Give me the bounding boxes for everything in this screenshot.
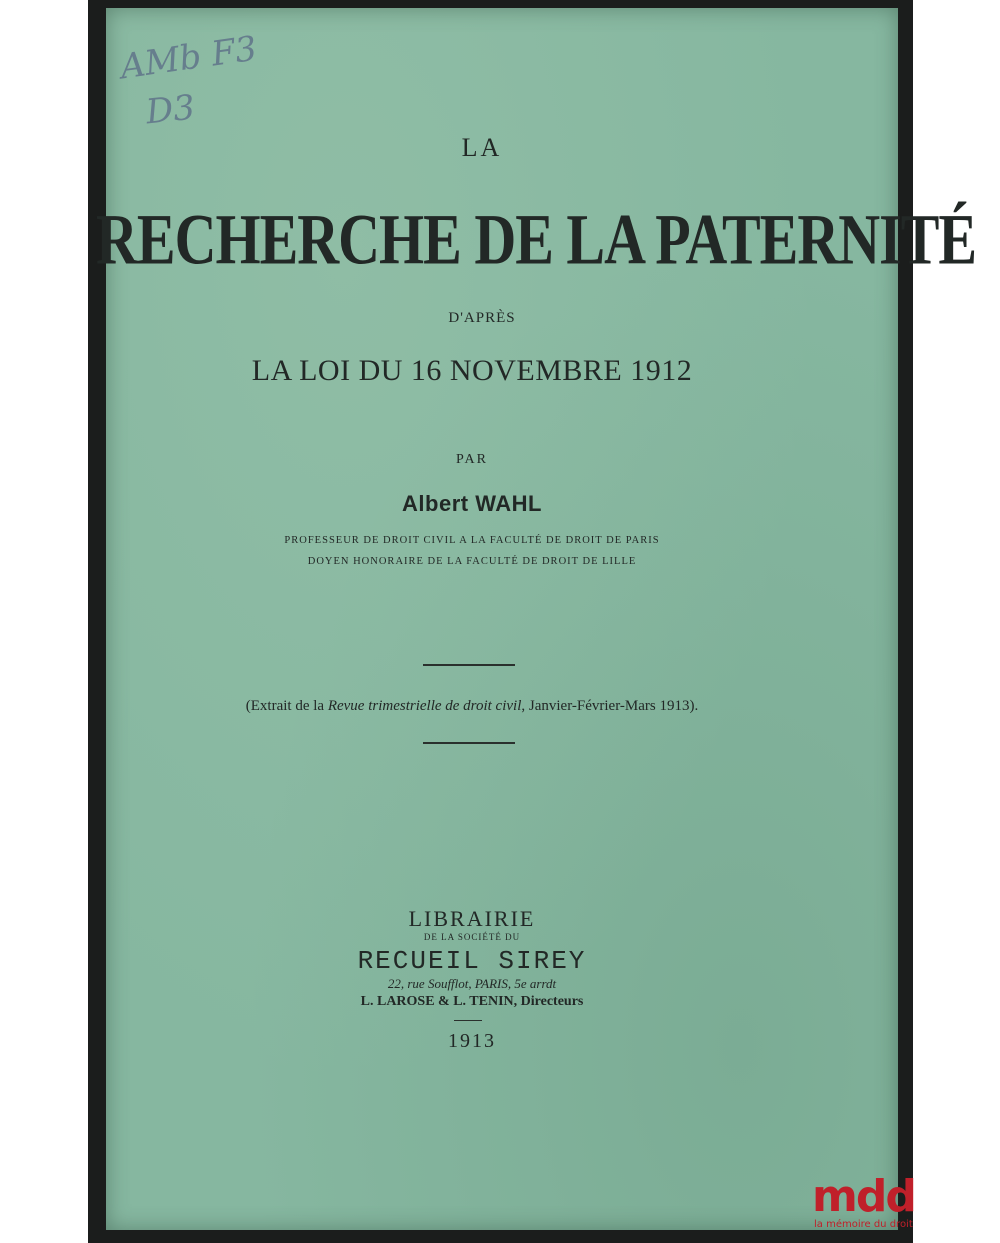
publisher-directors: L. LAROSE & L. TENIN, Directeurs xyxy=(360,994,584,1009)
subtitle: LA LOI DU 16 NOVEMBRE 1912 xyxy=(251,354,693,387)
divider-bottom xyxy=(423,742,515,744)
extract-journal: Revue trimestrielle de droit civil xyxy=(327,698,522,714)
par-label: PAR xyxy=(456,452,488,467)
publisher-address: 22, rue Soufflot, PARIS, 5e arrdt xyxy=(387,976,557,991)
handwritten-shelfmark-line1: AMb F3 xyxy=(117,28,260,88)
main-title: RECHERCHE DE LA PATERNITÉ xyxy=(96,198,977,280)
logo-tagline: la mémoire du droit xyxy=(814,1219,913,1230)
logo-letters: mdd xyxy=(812,1171,915,1222)
extract-note xyxy=(76,698,868,715)
dapres-label: D'APRÈS xyxy=(448,310,516,326)
handwritten-shelfmark-line2: D3 xyxy=(144,87,197,133)
year-divider xyxy=(454,1020,482,1021)
author-title-line2: DOYEN HONORAIRE DE LA FACULTÉ DE DROIT DE LILLE xyxy=(307,556,637,567)
publisher-librairie: LIBRAIRIE xyxy=(408,906,536,931)
divider-top xyxy=(423,664,515,666)
author-title-line1: PROFESSEUR DE DROIT CIVIL A LA FACULTÉ DE DROIT DE PARIS xyxy=(284,535,660,546)
extract-suffix: , Janvier-Février-Mars 1913). xyxy=(521,698,699,714)
publisher-name: RECUEIL SIREY xyxy=(357,946,587,976)
book-cover xyxy=(96,8,977,1230)
title-article: LA xyxy=(461,133,503,162)
publisher-societe: DE LA SOCIÉTÉ DU xyxy=(423,932,521,942)
extract-prefix: (Extrait de la xyxy=(245,698,328,714)
mdd-logo xyxy=(812,1171,922,1235)
publication-year: 1913 xyxy=(448,1030,496,1052)
author-name: Albert WAHL xyxy=(402,491,542,516)
